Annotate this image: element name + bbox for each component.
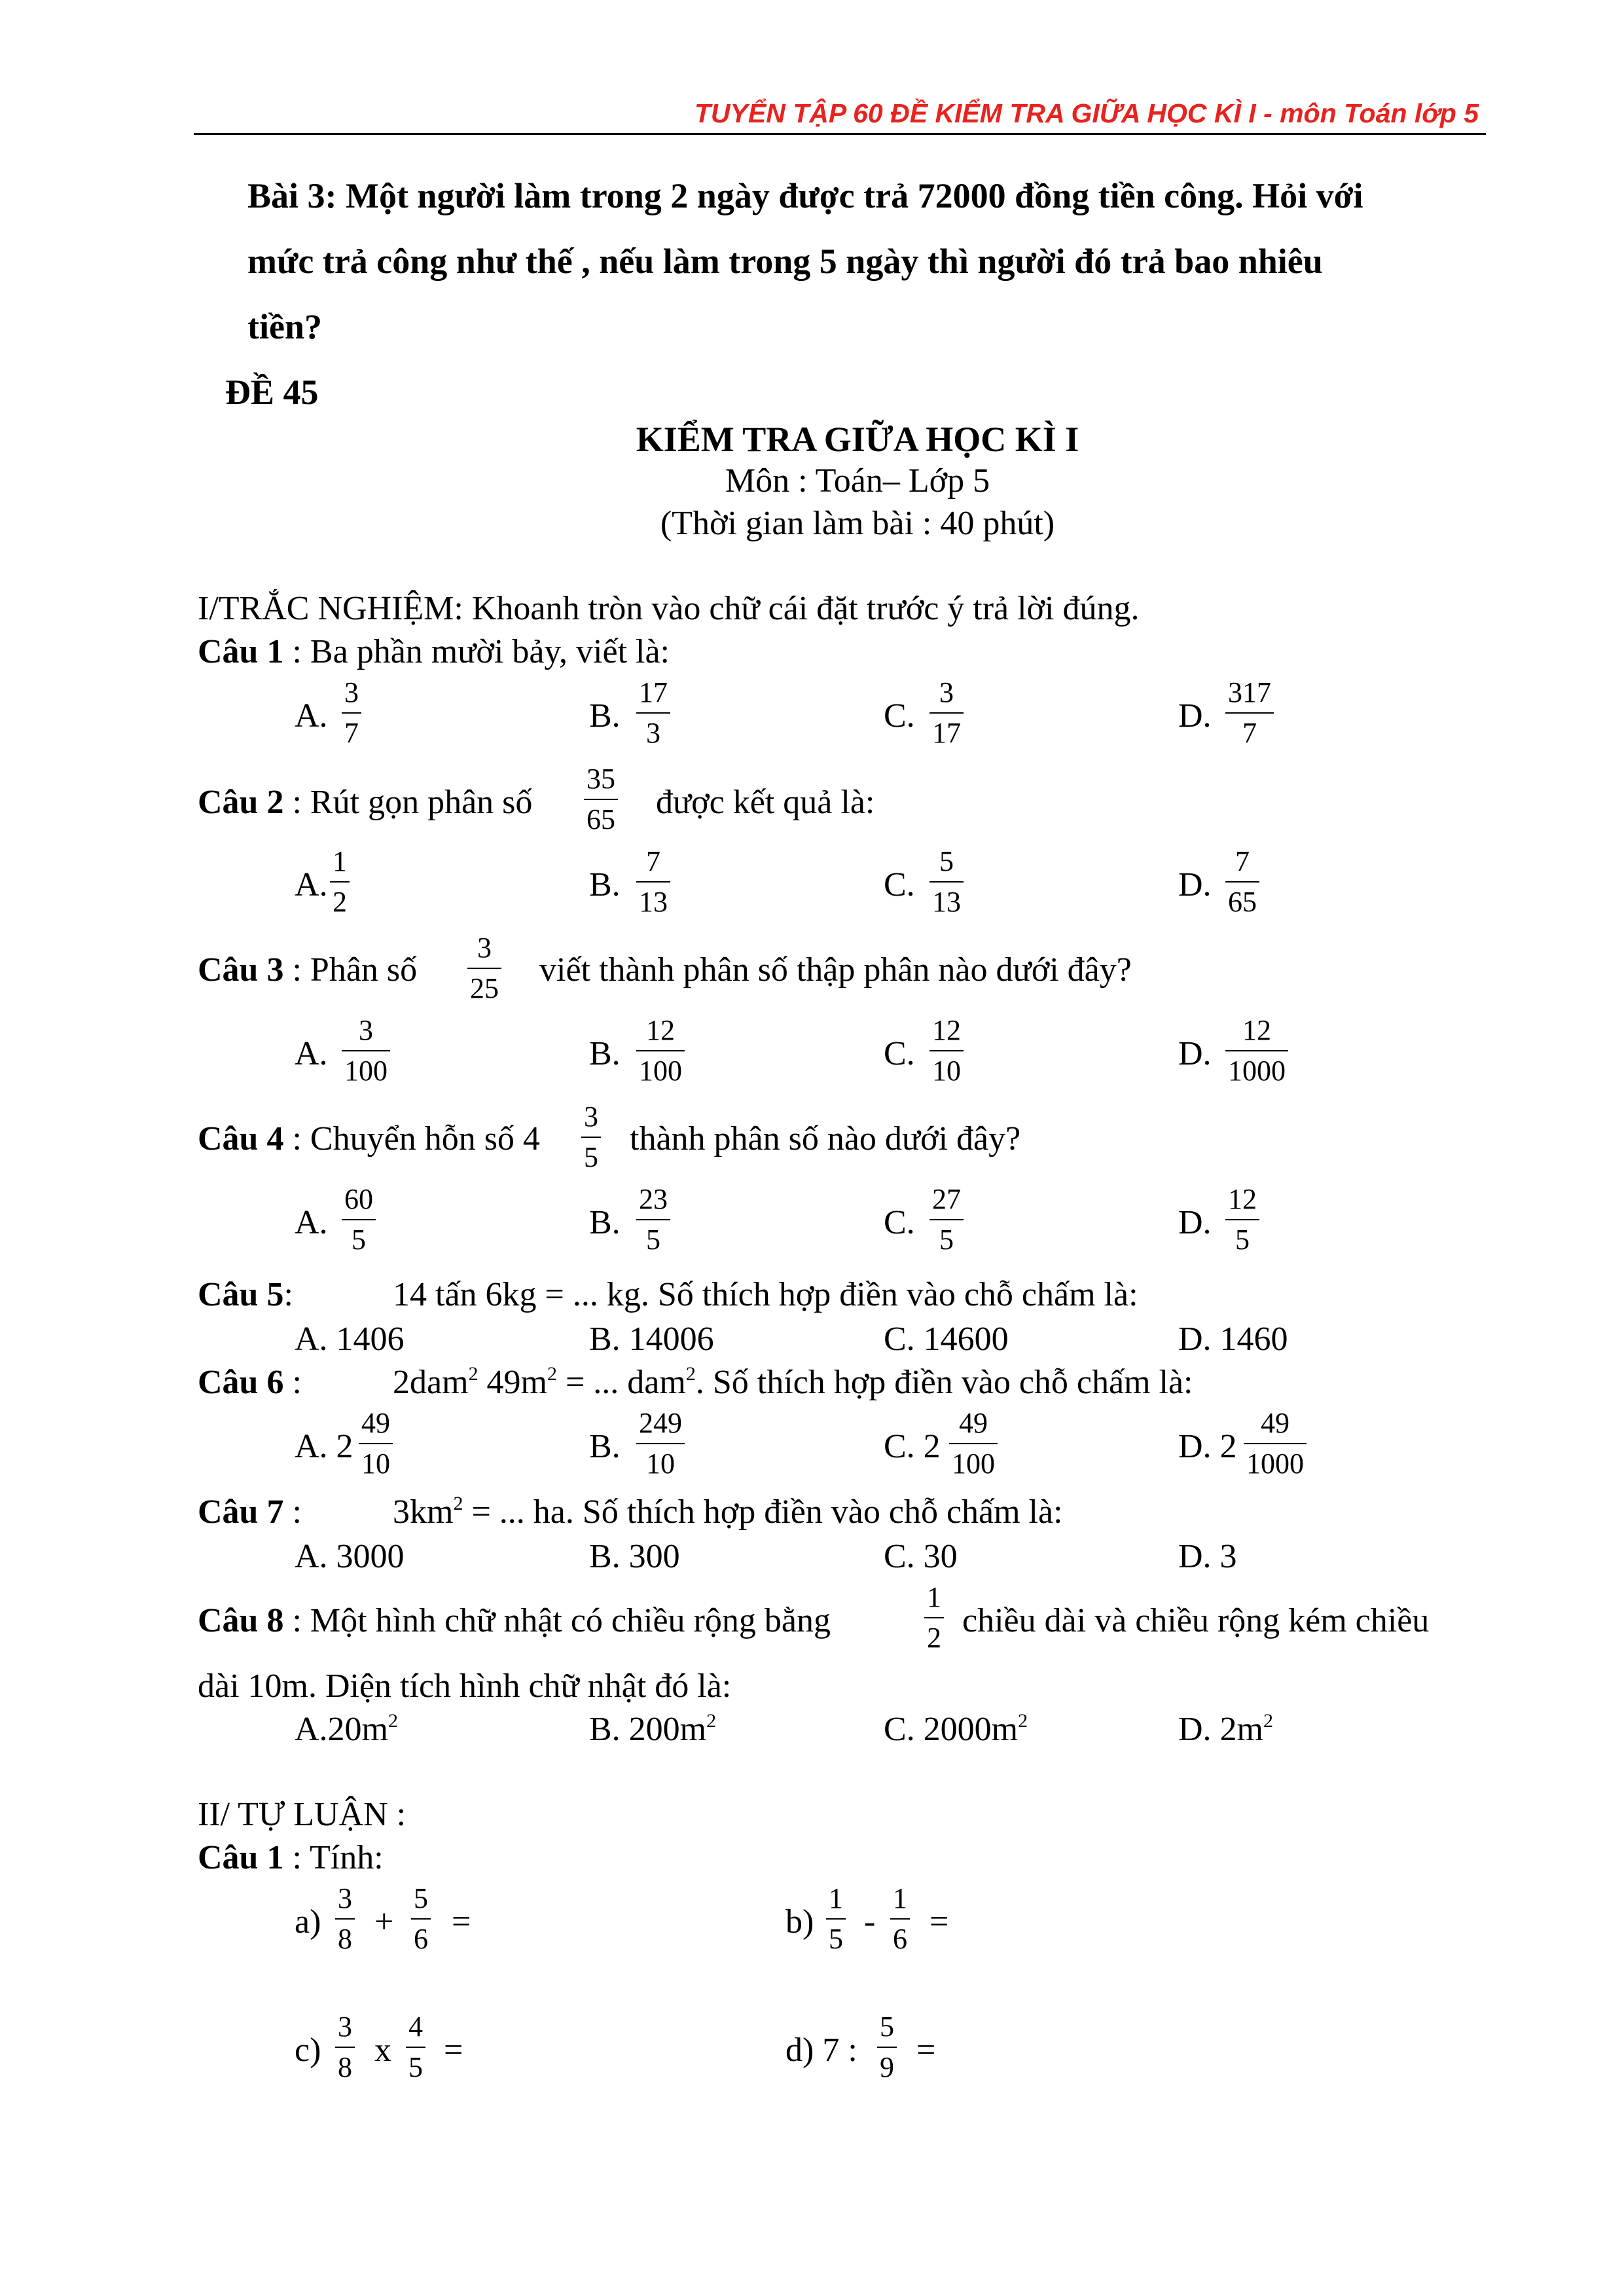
header-title: TUYỂN TẬP 60 ĐỀ KIỂM TRA GIỮA HỌC KÌ I - môn Toán lớp 5	[694, 98, 1479, 128]
q4-option-a-fraction: 60 5	[342, 1185, 376, 1254]
calc-a-equals: =	[452, 1903, 471, 1941]
q3-fraction: 3 25	[467, 934, 501, 1003]
q2-option-c-label: C.	[884, 866, 915, 903]
part2-heading: II/ TỰ LUẬN :	[198, 1796, 406, 1833]
bai3-line1: Bài 3: Một người làm trong 2 ngày được trả 72000 đồng tiền công. Hỏi với	[247, 176, 1363, 215]
q1-option-c-label: C.	[884, 697, 915, 735]
calc-b-equals: =	[929, 1903, 949, 1941]
bai3-line3: tiền?	[247, 307, 322, 346]
calc-c-equals: =	[444, 2032, 463, 2069]
question-text: : Ba phần mười bảy, viết là:	[283, 633, 670, 670]
q7-option-a: A. 3000	[295, 1538, 405, 1575]
calc-c-operator: x	[374, 2032, 391, 2069]
question-text: :	[283, 1493, 302, 1531]
q6-option-b-fraction: 249 10	[636, 1409, 685, 1478]
q1-option-b-label: B.	[589, 697, 621, 735]
question-label: Câu 5	[198, 1276, 284, 1313]
q3-option-a-label: A.	[295, 1035, 328, 1072]
q5-text: 14 tấn 6kg = ... kg. Số thích hợp điền vào chỗ chấm là:	[393, 1276, 1138, 1313]
q8-fraction: 1 2	[924, 1583, 944, 1652]
q3-option-b-fraction: 12 100	[636, 1016, 685, 1085]
q5-option-b: B. 14006	[589, 1321, 714, 1358]
calc-c-fraction-2: 4 5	[406, 2013, 425, 2082]
q7-option-b: B. 300	[589, 1538, 680, 1575]
part2-question-1	[198, 1838, 384, 1877]
question-label: Câu 1	[198, 1839, 284, 1876]
q2-option-a-label: A.	[295, 866, 328, 903]
q4-text-after: thành phân số nào dưới đây?	[630, 1120, 1021, 1157]
question-7	[198, 1493, 302, 1531]
question-text: :	[283, 1364, 302, 1401]
question-label: Câu 1	[198, 633, 284, 670]
q1-option-a-label: A.	[295, 697, 328, 735]
q1-option-c-fraction: 3 17	[929, 678, 964, 748]
q1-option-a-fraction: 3 7	[342, 678, 361, 748]
q7-option-d: D. 3	[1178, 1538, 1237, 1575]
q5-option-a: A. 1406	[295, 1321, 405, 1358]
question-8	[198, 1601, 831, 1640]
q2-option-c-fraction: 5 13	[929, 847, 964, 917]
question-text: : Phân số	[283, 951, 418, 989]
q5-option-c: C. 14600	[884, 1321, 1009, 1358]
question-1	[198, 632, 670, 671]
question-2	[198, 783, 532, 822]
q3-option-a-fraction: 3 100	[342, 1016, 390, 1085]
question-text: : Chuyển hỗn số 4	[283, 1120, 540, 1157]
question-label: Câu 3	[198, 951, 284, 989]
q4-option-c-fraction: 27 5	[929, 1185, 964, 1254]
q2-option-d-fraction: 7 65	[1225, 847, 1259, 917]
calc-b-label: b)	[785, 1903, 814, 1941]
q5-option-d: D. 1460	[1178, 1321, 1288, 1358]
calc-c-fraction-1: 3 8	[335, 2013, 355, 2082]
q4-option-c-label: C.	[884, 1204, 915, 1241]
question-text: :	[283, 1276, 293, 1313]
q4-option-d-fraction: 12 5	[1225, 1185, 1259, 1254]
q8-text-after: chiều dài và chiều rộng kém chiều	[962, 1602, 1430, 1639]
q4-fraction: 3 5	[581, 1102, 601, 1172]
calc-d-label: d) 7 :	[785, 2032, 857, 2069]
q4-option-a-label: A.	[295, 1204, 328, 1241]
q6-option-d-fraction: 49 1000	[1244, 1409, 1307, 1478]
question-3	[198, 951, 417, 989]
q6-option-a-fraction: 49 10	[359, 1409, 393, 1478]
calc-a-label: a)	[295, 1903, 321, 1941]
question-text: : Rút gọn phân số	[283, 784, 533, 821]
question-label: Câu 6	[198, 1364, 284, 1401]
q3-text-after: viết thành phân số thập phân nào dưới đây?	[539, 951, 1132, 989]
calc-b-fraction-1: 1 5	[826, 1884, 846, 1954]
q2-fraction: 35 65	[584, 765, 618, 834]
q4-option-d-label: D.	[1178, 1204, 1212, 1241]
calc-a-operator: +	[374, 1903, 394, 1941]
q1-option-d-label: D.	[1178, 697, 1212, 735]
question-4	[198, 1120, 540, 1158]
q3-option-b-label: B.	[589, 1035, 621, 1072]
calc-a-fraction-2: 5 6	[411, 1884, 431, 1954]
calc-c-label: c)	[295, 2032, 321, 2069]
calc-b-fraction-2: 1 6	[890, 1884, 910, 1954]
q2-option-d-label: D.	[1178, 866, 1212, 903]
calc-d-fraction: 5 9	[877, 2013, 897, 2082]
q7-option-c: C. 30	[884, 1538, 958, 1575]
q3-option-d-label: D.	[1178, 1035, 1212, 1072]
exam-subject: Môn : Toán– Lớp 5	[725, 462, 990, 500]
q4-option-b-label: B.	[589, 1204, 621, 1241]
q6-option-d-label: D. 2	[1178, 1428, 1237, 1465]
q8-line2: dài 10m. Diện tích hình chữ nhật đó là:	[198, 1667, 732, 1705]
q2-option-a-fraction: 1 2	[330, 847, 350, 917]
part1-heading: I/TRẮC NGHIỆM: Khoanh tròn vào chữ cái đặt trước ý trả lời đúng.	[198, 590, 1140, 627]
q4-option-b-fraction: 23 5	[636, 1185, 670, 1254]
exam-number: ĐỀ 45	[225, 373, 319, 412]
question-text: : Tính:	[283, 1839, 384, 1876]
question-5	[198, 1275, 293, 1314]
q2-option-b-fraction: 7 13	[636, 847, 670, 917]
q1-option-d-fraction: 317 7	[1225, 678, 1274, 748]
question-label: Câu 7	[198, 1493, 284, 1531]
q3-option-c-label: C.	[884, 1035, 915, 1072]
exam-time: (Thời gian làm bài : 40 phút)	[660, 505, 1055, 542]
q8-option-b: B. $200m^2$	[589, 1710, 717, 1748]
q2-text-after: được kết quả là:	[656, 784, 875, 821]
q6-option-b-label: B.	[589, 1428, 621, 1465]
question-label: Câu 4	[198, 1120, 284, 1157]
question-6	[198, 1363, 302, 1402]
calc-b-operator: -	[864, 1903, 876, 1941]
exam-title: KIỂM TRA GIỮA HỌC KÌ I	[636, 420, 1079, 459]
q2-option-b-label: B.	[589, 866, 621, 903]
calc-a-fraction-1: 3 8	[335, 1884, 355, 1954]
bai3-line2: mức trả công như thế , nếu làm trong 5 ngày thì người đó trả bao nhiêu	[247, 242, 1323, 281]
question-label: Câu 8	[198, 1602, 284, 1639]
question-label: Câu 2	[198, 784, 284, 821]
question-text: : Một hình chữ nhật có chiều rộng bằng	[283, 1602, 831, 1639]
q8-option-c: C. $2000m^2$	[884, 1710, 1028, 1748]
q7-text: $3km^2$ = ... ha. Số thích hợp điền vào chỗ chấm là:	[393, 1493, 1063, 1531]
q1-option-b-fraction: 17 3	[636, 678, 670, 748]
q8-option-d: D. $2m^2$	[1178, 1710, 1273, 1748]
q6-option-c-fraction: 49 100	[949, 1409, 998, 1478]
q3-option-c-fraction: 12 10	[929, 1016, 964, 1085]
q6-text: 2dam$^2$ $49m^2$ = ... dam$^2$. Số thích hợp điền vào chỗ chấm là:	[393, 1363, 1193, 1401]
q6-option-a-label: A. 2	[295, 1428, 353, 1465]
q3-option-d-fraction: 12 1000	[1225, 1016, 1288, 1085]
q6-option-c-label: C. 2	[884, 1428, 941, 1465]
calc-d-equals: =	[916, 2032, 936, 2069]
q8-option-a: $A.20m^2$	[295, 1710, 398, 1748]
header-divider	[194, 133, 1486, 135]
